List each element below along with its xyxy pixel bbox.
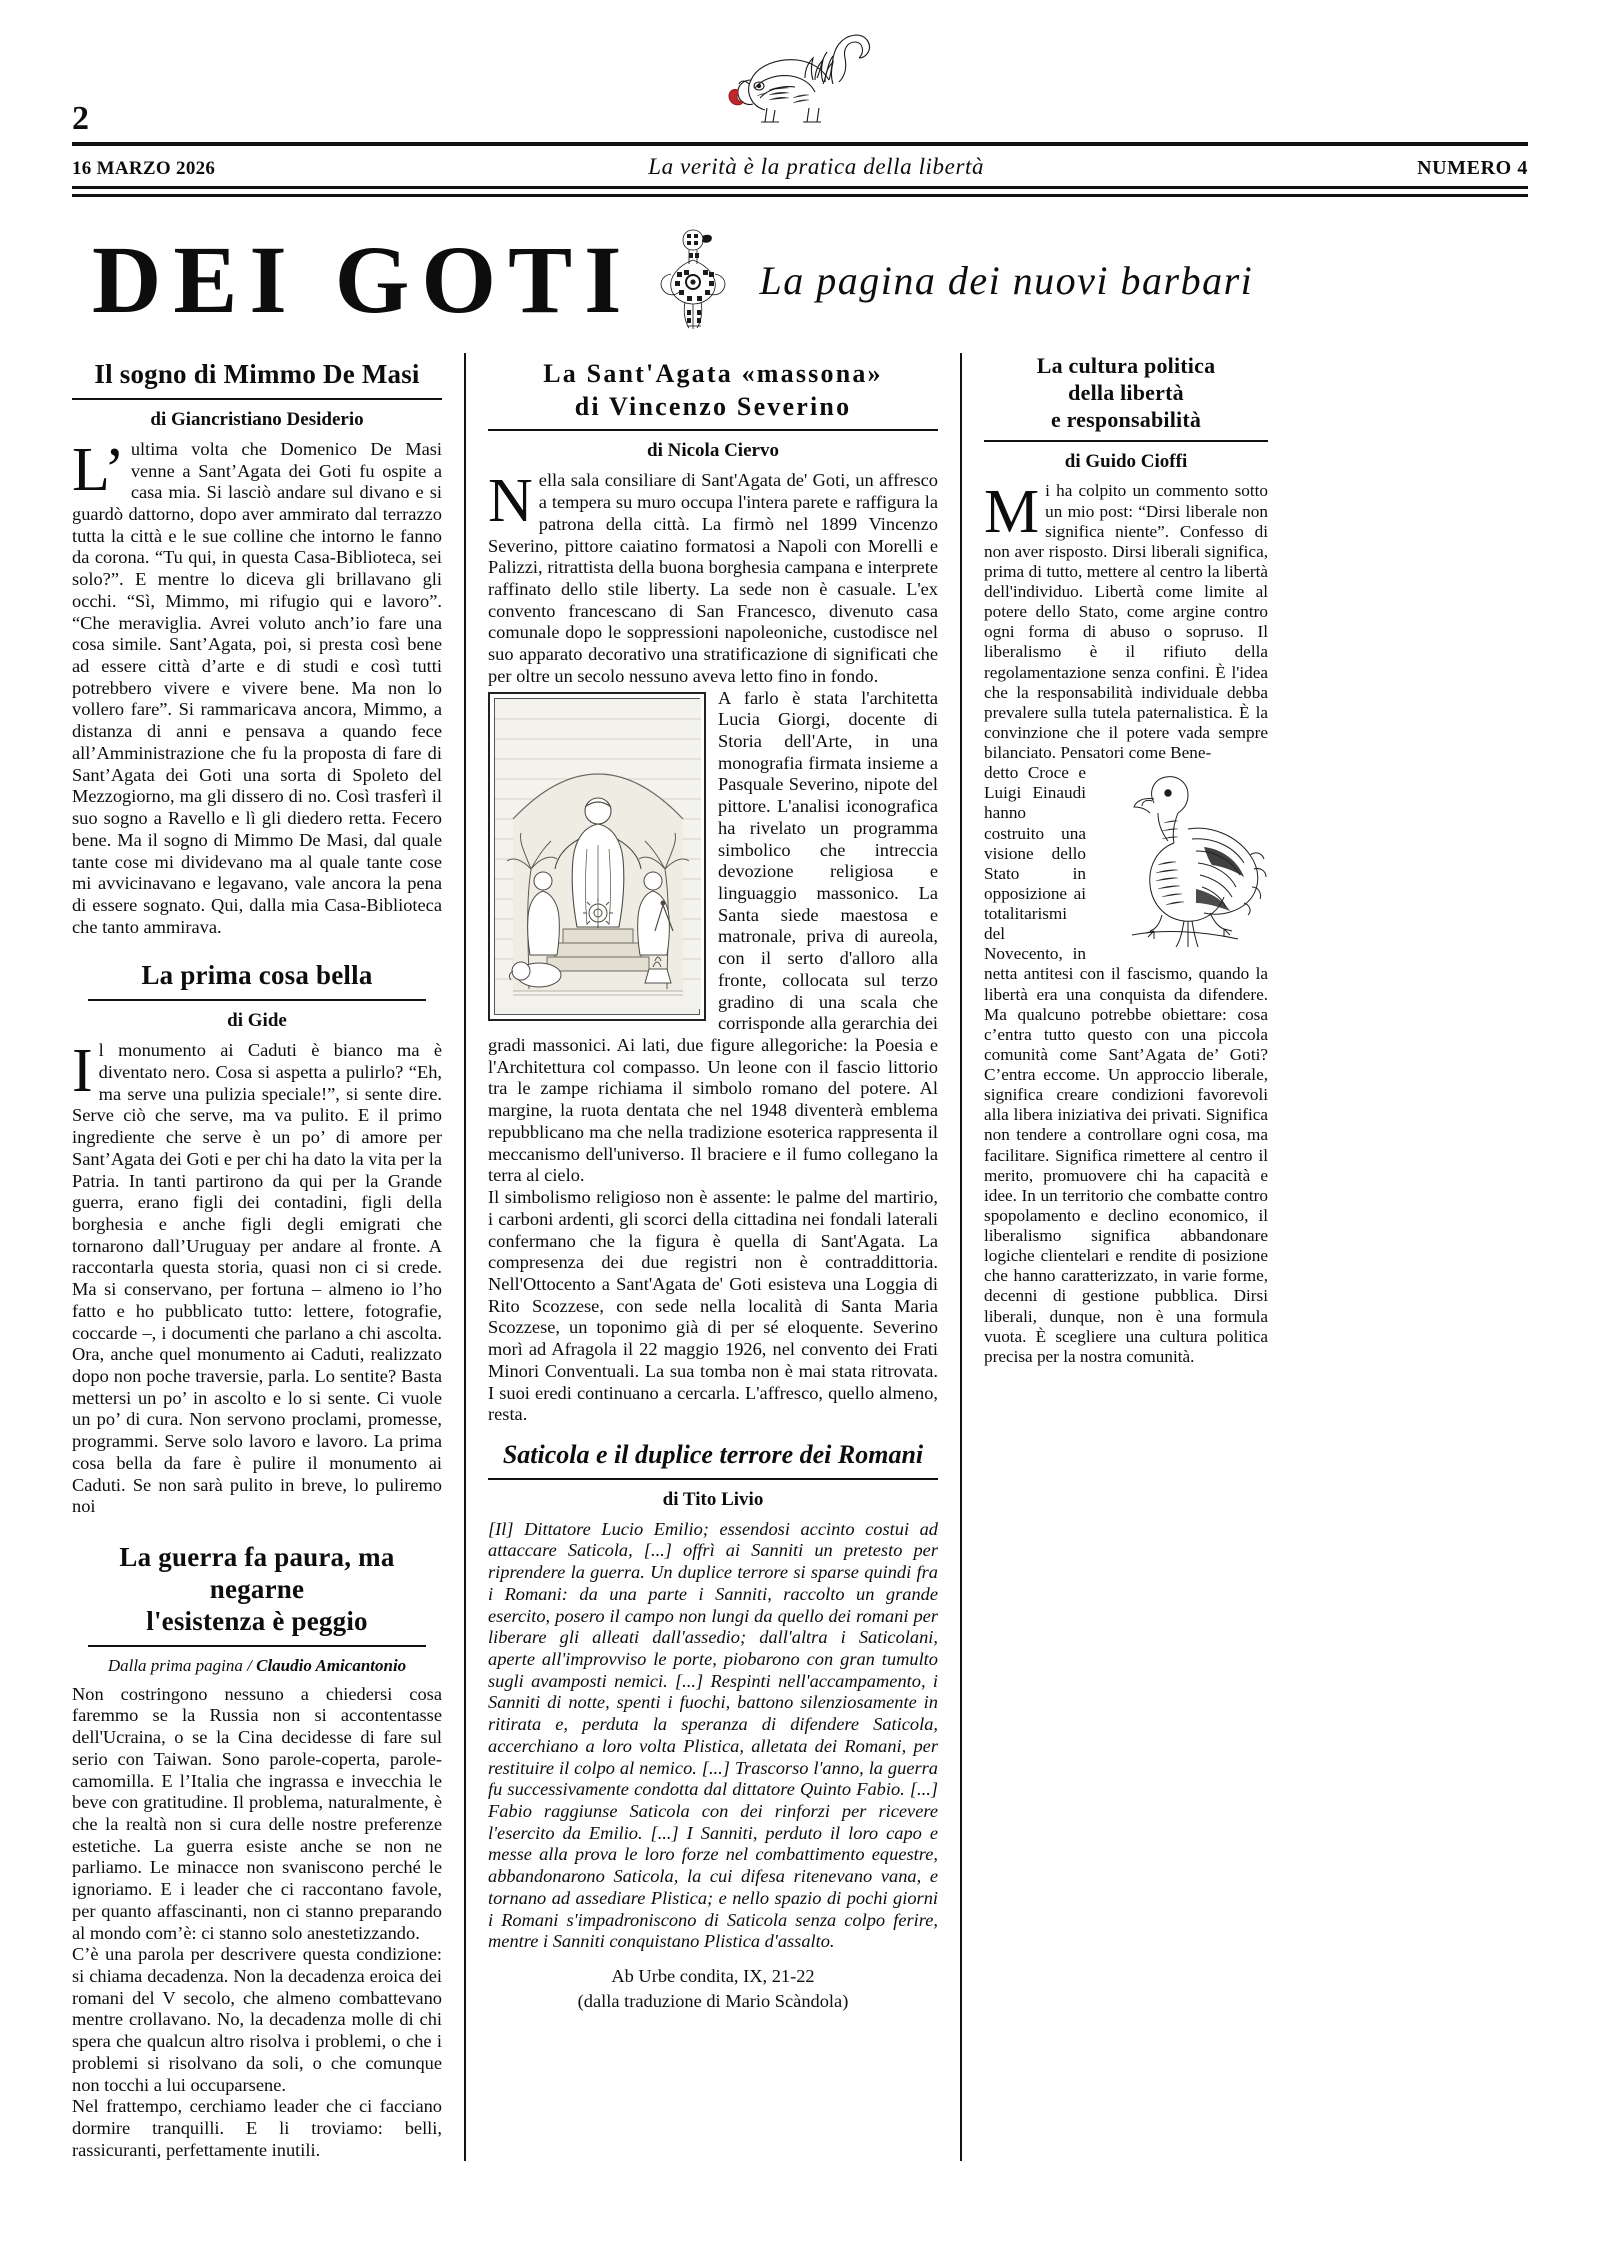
article-guerra-fa-paura <box>72 1542 442 2161</box>
source-citation: Ab Urbe condita, IX, 21-22 <box>611 1966 815 1987</box>
article-headline-line2: della libertà <box>1068 379 1184 405</box>
article-byline: di Gide <box>227 1010 287 1032</box>
article-paragraph: [Il] Dittatore Lucio Emilio; essendosi accinto costui ad attaccare Saticola, [...] offrì ai Sanniti un pretesto per riprendere la guerra. Un duplice terrore si sparse quindi fra i Romani: da una parte i Sanniti, raccolto un grande esercito, posero il campo non lungi da quello dei romani per liberare gli alleati dall'assedio; dall'altra i Saticolani, aperte all'improvviso le porte, piobarono con gran tumulto sugli avamposti nemici. [...] Respinti nell'accampamento, i Sanniti di notte, spenti i fuochi, battono silenziosamente in ritirata e, perduta la speranza di difendere Saticola, accerchiano a loro volta Plistica, alletata dei Romani, per restituire il colpo al nemico. [...] Trascorso l'anno, la guerra fu successivamente condotta dal dittatore Quinto Fabio. [...] Fabio raggiunse Saticola con dei rinforzi per ricevere l'esercito da Emilio. [...] I Sanniti, perduto il loro capo e messe alla prova le loro forze nel combattimento equestre, abbandonarono Saticola, la cui difesa ritenevano vana, e tornano ad assediare Plistica; e nello spazio di pochi giorni i Romani s'impadroniscono di Saticola senza colpo ferire, mentre i Sanniti conquistano Plistica d'assalto. <box>488 1518 938 1952</box>
headline-rule <box>72 398 442 400</box>
article-prima-cosa-bella <box>72 960 442 1518</box>
masthead-rule-bottom <box>72 186 1528 197</box>
liberty-fresco-engraving <box>488 692 706 1021</box>
article-paragraph: Mi ha colpito un commento sotto un mio post: “Dirsi liberale non significa niente”. Confesso di non aver risposto. Dirsi liberali significa, prima di tutto, mettere al centro la libertà dell'individuo. Libertà come limite al potere dello Stato, come argine contro ogni forma di abuso o sopruso. Il liberalismo è il rifiuto della regolamentazione senza confini. È l'idea che la responsabilità individuale debba prevalere sulla tutela paternalistica. È la convinzione che il potere vada sempre bilanciato. Pensatori come Bene- <box>984 478 1268 763</box>
article-byline: di Giancristiano Desiderio <box>150 408 364 430</box>
article-headline-line2: l'esistenza è peggio <box>146 1605 368 1636</box>
article-headline: La prima cosa bella <box>141 960 373 991</box>
article-headline-line3: e responsabilità <box>1050 406 1202 432</box>
dateline-row <box>72 146 1528 186</box>
middle-column <box>488 353 938 2161</box>
publication-date: 16 MARZO 2026 <box>72 158 216 179</box>
article-columns <box>72 353 1528 2161</box>
article-paragraph: detto Croce e Luigi Einaudi hanno costruito una visione dello Stato in opposizione ai totalitarismi del Novecento, in netta antitesi con il fascismo, quando la libertà era una conquista da difendere. Ma qualcuno potrebbe obiettare: cosa c’entra tutto questo con una piccola comunità come Sant’Agata de’ Goti? C’entra eccome. Un approccio liberale, significa creare condizioni favorevoli alla libera iniziativa dei privati. Significa non tendere a controllare ogni cosa, ma facilitare. Significa rimettere al centro il merito, promuovere chi ha capacità e idee. In un territorio che combatte contro spopolamento e declino economico, il liberalismo significa abbandonare logiche clientelari e rendite di posizione che hanno caratterizzato, in varie forme, decenni di gestione pubblica. Dirsi liberali, dunque, non è una formula vuota. È scegliere una cultura politica precisa per la nostra comunità. <box>984 763 1268 1366</box>
article-headline-line1: La Sant'Agata «massona» <box>543 359 883 388</box>
issue-number: NUMERO 4 <box>1417 157 1528 179</box>
article-sogno-de-masi <box>72 359 442 938</box>
article-paragraph: Nel frattempo, cerchiamo leader che ci facciano dormire tranquilli. E li troviamo: belli, rassicuranti, perfettamente inutili. <box>72 2096 442 2160</box>
article-byline: di Nicola Ciervo <box>647 440 779 462</box>
article-paragraph: Nella sala consiliare di Sant'Agata de' Goti, un affresco a tempera su muro occupa l'intera parete e raffigura la patrona della città. La firmò nel 1899 Vincenzo Severino, pittore caiatino formatosi a Napoli con Morelli e Palizzi, ritrattista della buona borghesia campana e interprete raffinato dello stile liberty. La sede non è casuale. L'ex convento francescano di San Francesco, divenuto casa comunale dopo le soppressioni napoleoniche, custodisce nel suo apparato decorativo una stratificazione di significati che per oltre un secolo nessuno aveva letto fino in fondo. <box>488 467 938 686</box>
left-column <box>72 353 442 2161</box>
gothic-eagle-brooch-icon <box>659 226 729 335</box>
section-subtitle: La pagina dei nuovi barbari <box>759 257 1254 303</box>
publication-motto: La verità è la pratica della libertà <box>648 154 985 179</box>
byline-prefix: Dalla prima pagina / <box>107 1655 257 1675</box>
section-title-block <box>72 197 1528 345</box>
translation-credit: (dalla traduzione di Mario Scàndola) <box>577 1991 849 2012</box>
headline-rule <box>488 1478 938 1480</box>
article-paragraph: L’ultima volta che Domenico De Masi venne a Sant’Agata dei Goti fu ospite a casa mia. Si lasciò andare sul divano e si guardò dattorno, dopo aver ammirato dal terrazzo tutta la città e le sue colline che intorno le fanno da corona. “Tu qui, in questa Casa-Biblioteca, sei solo?”. E mentre lo diceva gli brillavano gli occhi. “Sì, Mimmo, mi rifugio qui e lavoro”. “Che meraviglia. Avrei voluto anch’io fare una cosa simile. Sant’Agata, poi, si presta così bene ad essere città d’arte e di studi e così tutti potrebbero vivere e vivere bene. Ma non lo vollero fare”. Si rammaricava ancora, Mimmo, a distanza di anni e pensava a quando fece all’Amministrazione che fu la proposta di fare di Sant’Agata dei Goti una sorta di Spoleto del Mezzogiorno, ma gli dissero di no. Così trasferì il suo sogno a Ravello e lì gli diedero retta. Fecero bene. Ma il sogno di Mimmo De Masi, dal quale tante cose mi dividevano ma al quale tante cose mi avvicinavano e legavano, vale ancora la pena di essere sognato. Qui, dalla mia Casa-Biblioteca che tanto ammirava. <box>72 435 442 937</box>
masthead <box>72 0 1528 197</box>
article-headline: Il sogno di Mimmo De Masi <box>94 359 420 389</box>
headline-rule <box>88 1645 426 1647</box>
headline-rule <box>88 999 426 1001</box>
article-paragraph: Il simbolismo religioso non è assente: le palme del martirio, i carboni ardenti, gli scorci della cittadina nei fondali laterali confermano che la figura è quella di Sant'Agata. La compresenza dei due registri non è contraddittoria. Nell'Ottocento a Sant'Agata de' Goti esisteva una Loggia di Rito Scozzese, con sede nella località di Santa Maria Scozzese, un toponimo già di per sé eloquente. Severino morì ad Afragola il 22 maggio 1926, nel convento dei Frati Minori Conventuali. La sua tomba non è mai stata ritrovata. I suoi eredi continuano a cercarla. L'affresco, quello almeno, resta. <box>488 1187 938 1425</box>
article-cultura-politica <box>984 353 1268 1367</box>
article-headline-line1: La cultura politica <box>1036 353 1216 378</box>
article-byline <box>72 1656 442 1676</box>
byline-author: Claudio Amicantonio <box>256 1655 407 1675</box>
article-santagata-massona <box>488 359 938 1426</box>
article-byline: di Tito Livio <box>662 1488 764 1510</box>
article-headline-line2: di Vincenzo Severino <box>574 391 852 421</box>
column-divider <box>464 353 466 2161</box>
article-saticola <box>488 1440 938 2013</box>
article-paragraph: C’è una parola per descrivere questa condizione: si chiama decadenza. Non la decadenza eroica dei romani del V secolo, che almeno combattevano mentre crollavano. No, la decadenza molle di chi spera che qualcun altro risolva i problemi, o che i problemi si risolvano da soli, o che comunque non tocchi a lui occuparsene. <box>72 1944 442 2095</box>
article-paragraph: A farlo è stata l'architetta Lucia Giorgi, docente di Storia dell'Arte, in una monografia firmata insieme a Pasquale Severino, nipote del pittore. L'analisi iconografica ha rivelato un programma simbolico che intreccia devozione religiosa e linguaggio massonico. La Santa siede maestosa e matronale, priva di aureola, con il serto d'alloro alla fronte, collocata sul terzo gradino di una scala che corrisponde alla gerarchia dei gradi massonici. Ai lati, due figure allegoriche: la Poesia e l'Architettura col compasso. Un leone con il fascio littorio tra le zampe richiama il simbolo romano del potere. Al margine, la ruota dentata che nel 1948 diventerà emblema repubblicano ma che nella tradizione esoterica rappresenta il meccanismo dell'universo. Il braciere e il fumo collegano la terra al cielo. <box>488 687 938 1186</box>
article-byline: di Guido Cioffi <box>1064 451 1188 473</box>
right-column <box>984 353 1268 2161</box>
heraldic-eagle-engraving <box>1092 769 1268 954</box>
article-paragraph: Il monumento ai Caduti è bianco ma è diventato nero. Cosa si aspetta a pulirlo? “Eh, ma serve una pulizia speciale!”, si sente dire. Serve ciò che serve, ma va pulito. E il primo ingrediente che serve è un po’ di amore per Sant’Agata dei Goti e per chi ha dato la vita per la Patria. In tanti partirono da qui per la Grande guerra, erano figli dei contadini, figli della borghesia e anche figli degli emigrati che tornarono dall’Uruguay per andare al fronte. A raccontarla questa storia, quasi non ci si crede. Ma si conservano, per fortuna – almeno io l’ho fatto e ho pubblicato tutto: lettere, fotografie, coccarde –, i documenti che parlano a chi ascolta. Ora, anche quel monumento ai Caduti, realizzato dopo non poche traversie, parla. Lo sentite? Basta mettersi un po’ in ascolto e lo si sente. Ci vuole un po’ di cura. Non servono proclami, promesse, programmi. Serve solo lavoro e lavoro. La prima cosa bella da fare è pulire il monumento ai Caduti. Se non sarà pulito in breve, lo puliremo noi <box>72 1037 442 1517</box>
article-paragraph: Non costringono nessuno a chiedersi cosa faremmo se la Russia non si accontentasse dell'Ucraina, o se la Cina decidesse di fare sul serio con Taiwan. Sono parole-coperta, parole-camomilla. E l’Italia che ingrassa e invecchia le beve con gratitudine. Il problema, naturalmente, è che la realtà non si cura delle nostre preferenze estetiche. La guerra esiste anche se non ne parliamo. Le minacce non svaniscono perché le ignoriamo. E i leader che ci raccontano favole, per quanto affascinanti, non ci stanno preparando al mondo com’è: ci stanno solo anestetizzando. <box>72 1683 442 1943</box>
section-title: DEI GOTI <box>92 226 634 333</box>
headline-rule <box>984 440 1268 442</box>
headline-rule <box>488 429 938 431</box>
article-headline-line1: La guerra fa paura, ma negarne <box>119 1542 395 1604</box>
column-divider <box>960 353 962 2161</box>
page-number: 2 <box>72 100 89 137</box>
article-headline: Saticola e il duplice terrore dei Romani <box>502 1439 924 1469</box>
